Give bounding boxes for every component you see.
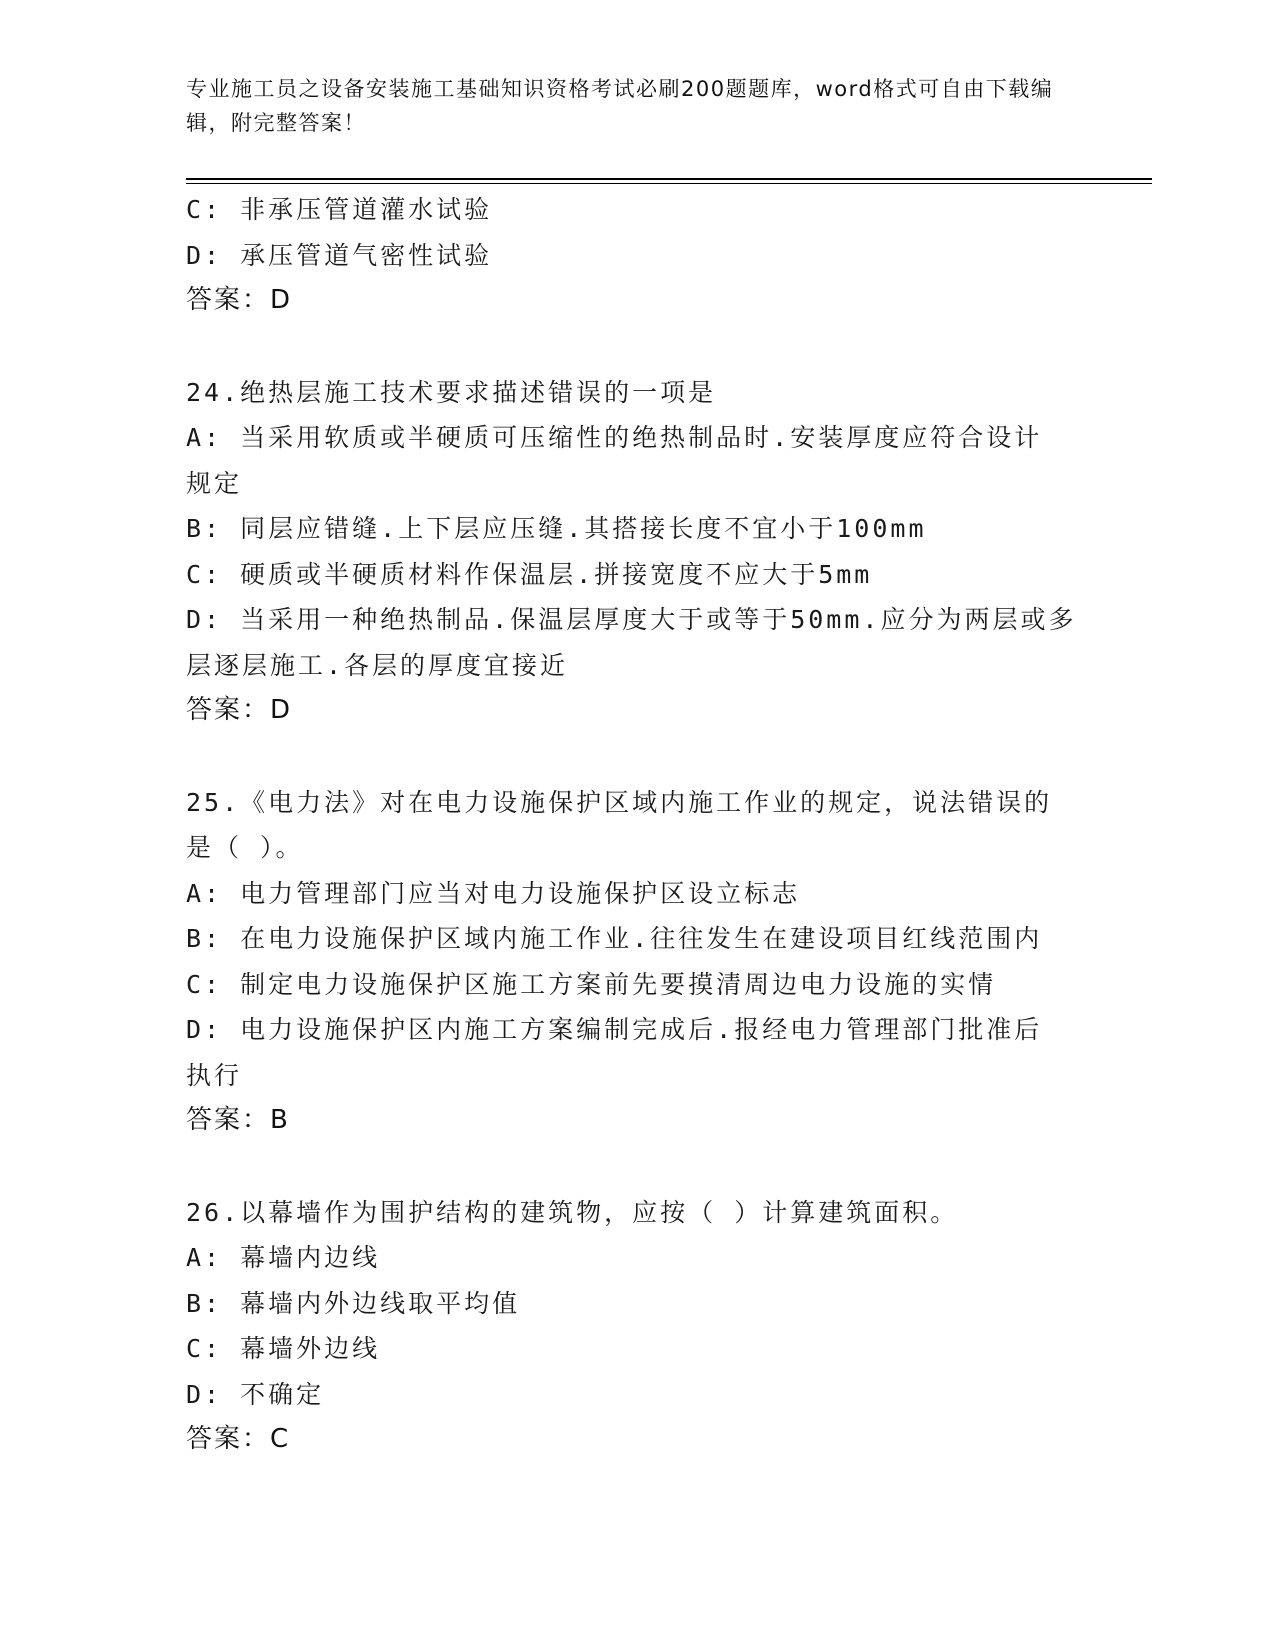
option-line: B: 在电力设施保护区域内施工作业.往往发生在建设项目红线范围内 xyxy=(186,924,1043,953)
question-content xyxy=(186,187,1086,1463)
option-line-wrap: 层逐层施工.各层的厚度宜接近 xyxy=(186,650,569,680)
option-line: D: 不确定 xyxy=(186,1379,325,1409)
page-header-text: 专业施工员之设备安装施工基础知识资格考试必刷200题题库，word格式可自由下载编辑，附完整答案！ xyxy=(186,77,1054,135)
option-line: B: 幕墙内外边线取平均值 xyxy=(186,1288,521,1318)
answer-line: 答案：C xyxy=(186,1424,291,1454)
option-line: D: 电力设施保护区内施工方案编制完成后.报经电力管理部门批准后 xyxy=(186,1015,1043,1044)
answer-line: 答案：B xyxy=(186,1105,290,1135)
question-title: 24.绝热层施工技术要求描述错误的一项是 xyxy=(186,377,717,407)
option-line: A: 电力管理部门应当对电力设施保护区设立标志 xyxy=(186,878,801,908)
option-line: A: 当采用软质或半硬质可压缩性的绝热制品时.安装厚度应符合设计 xyxy=(186,423,1043,452)
option-line-wrap: 规定 xyxy=(186,468,243,498)
option-line: D: 当采用一种绝热制品.保温层厚度大于或等于50mm.应分为两层或多 xyxy=(186,605,1077,634)
question-title: 25.《电力法》对在电力设施保护区域内施工作业的规定，说法错误的 xyxy=(186,787,1053,817)
spacer xyxy=(186,1144,1086,1190)
option-line: B: 同层应错缝.上下层应压缝.其搭接长度不宜小于100mm xyxy=(186,514,927,543)
option-line-wrap: 执行 xyxy=(186,1060,243,1090)
header-rule-thin xyxy=(186,183,1152,184)
spacer xyxy=(186,324,1086,370)
spacer xyxy=(186,734,1086,780)
answer-line: 答案：D xyxy=(186,695,293,725)
question-24 xyxy=(186,370,1086,734)
answer-line: 答案：D xyxy=(186,285,293,315)
question-26 xyxy=(186,1190,1086,1463)
header-rule-thick xyxy=(186,178,1152,180)
option-line: D: 承压管道气密性试验 xyxy=(186,240,493,270)
option-line: C: 非承压管道灌水试验 xyxy=(186,195,493,224)
option-line: C: 制定电力设施保护区施工方案前先要摸清周边电力设施的实情 xyxy=(186,969,997,999)
option-line: A: 幕墙内边线 xyxy=(186,1243,381,1272)
question-title: 26.以幕墙作为围护结构的建筑物，应按（ ）计算建筑面积。 xyxy=(186,1197,959,1227)
continued-question xyxy=(186,187,1086,324)
question-title-wrap: 是（ ）。 xyxy=(186,833,304,862)
question-25 xyxy=(186,780,1086,1144)
option-line: C: 硬质或半硬质材料作保温层.拼接宽度不应大于5mm xyxy=(186,559,873,589)
option-line: C: 幕墙外边线 xyxy=(186,1334,381,1363)
